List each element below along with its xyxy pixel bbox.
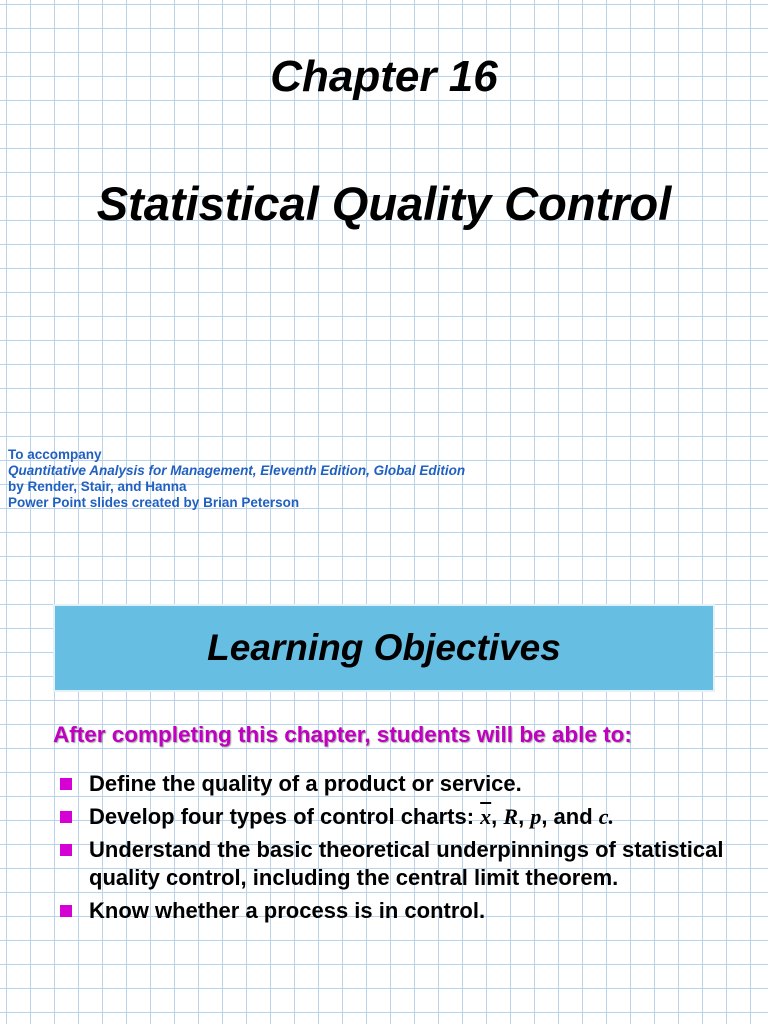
period-text: . xyxy=(608,804,615,829)
learning-objectives-banner xyxy=(53,604,715,692)
page-title: Statistical Quality Control xyxy=(96,177,672,230)
separator-text: , xyxy=(491,804,504,829)
list-item-text: Define the quality of a product or service. xyxy=(89,771,522,796)
separator-text: , and xyxy=(541,804,599,829)
credits-line: To accompany xyxy=(8,447,102,462)
c-symbol: c xyxy=(598,804,609,829)
square-bullet-icon xyxy=(60,844,72,856)
credits-slides: Power Point slides created by Brian Peterson xyxy=(8,495,300,510)
list-item-text: Understand the basic theoretical underpinnings of statistical quality control, including the central limit theorem. xyxy=(89,837,724,890)
chapter-title: Chapter 16 xyxy=(270,52,498,101)
list-item-text: Develop four types of control charts: xyxy=(89,804,481,829)
r-symbol: R xyxy=(503,804,519,829)
credits-book-title: Quantitative Analysis for Management, Eleventh Edition, Global Edition xyxy=(8,463,466,478)
credits-authors: by Render, Stair, and Hanna xyxy=(8,479,187,494)
list-item xyxy=(58,803,748,831)
objectives-intro: After completing this chapter, students will be able to: xyxy=(53,722,632,747)
x-bar-symbol: $\overline{x}$ xyxy=(480,804,492,829)
learning-objectives-heading: Learning Objectives xyxy=(207,627,561,668)
square-bullet-icon xyxy=(60,778,72,790)
list-item xyxy=(58,897,748,925)
square-bullet-icon xyxy=(60,811,72,823)
list-item xyxy=(58,836,748,892)
separator-text: , xyxy=(518,804,531,829)
list-item xyxy=(58,770,748,798)
credits xyxy=(8,447,748,511)
list-item-text: Know whether a process is in control. xyxy=(89,898,486,923)
p-symbol: p xyxy=(530,804,542,829)
objectives-list xyxy=(58,770,748,930)
square-bullet-icon xyxy=(60,905,72,917)
